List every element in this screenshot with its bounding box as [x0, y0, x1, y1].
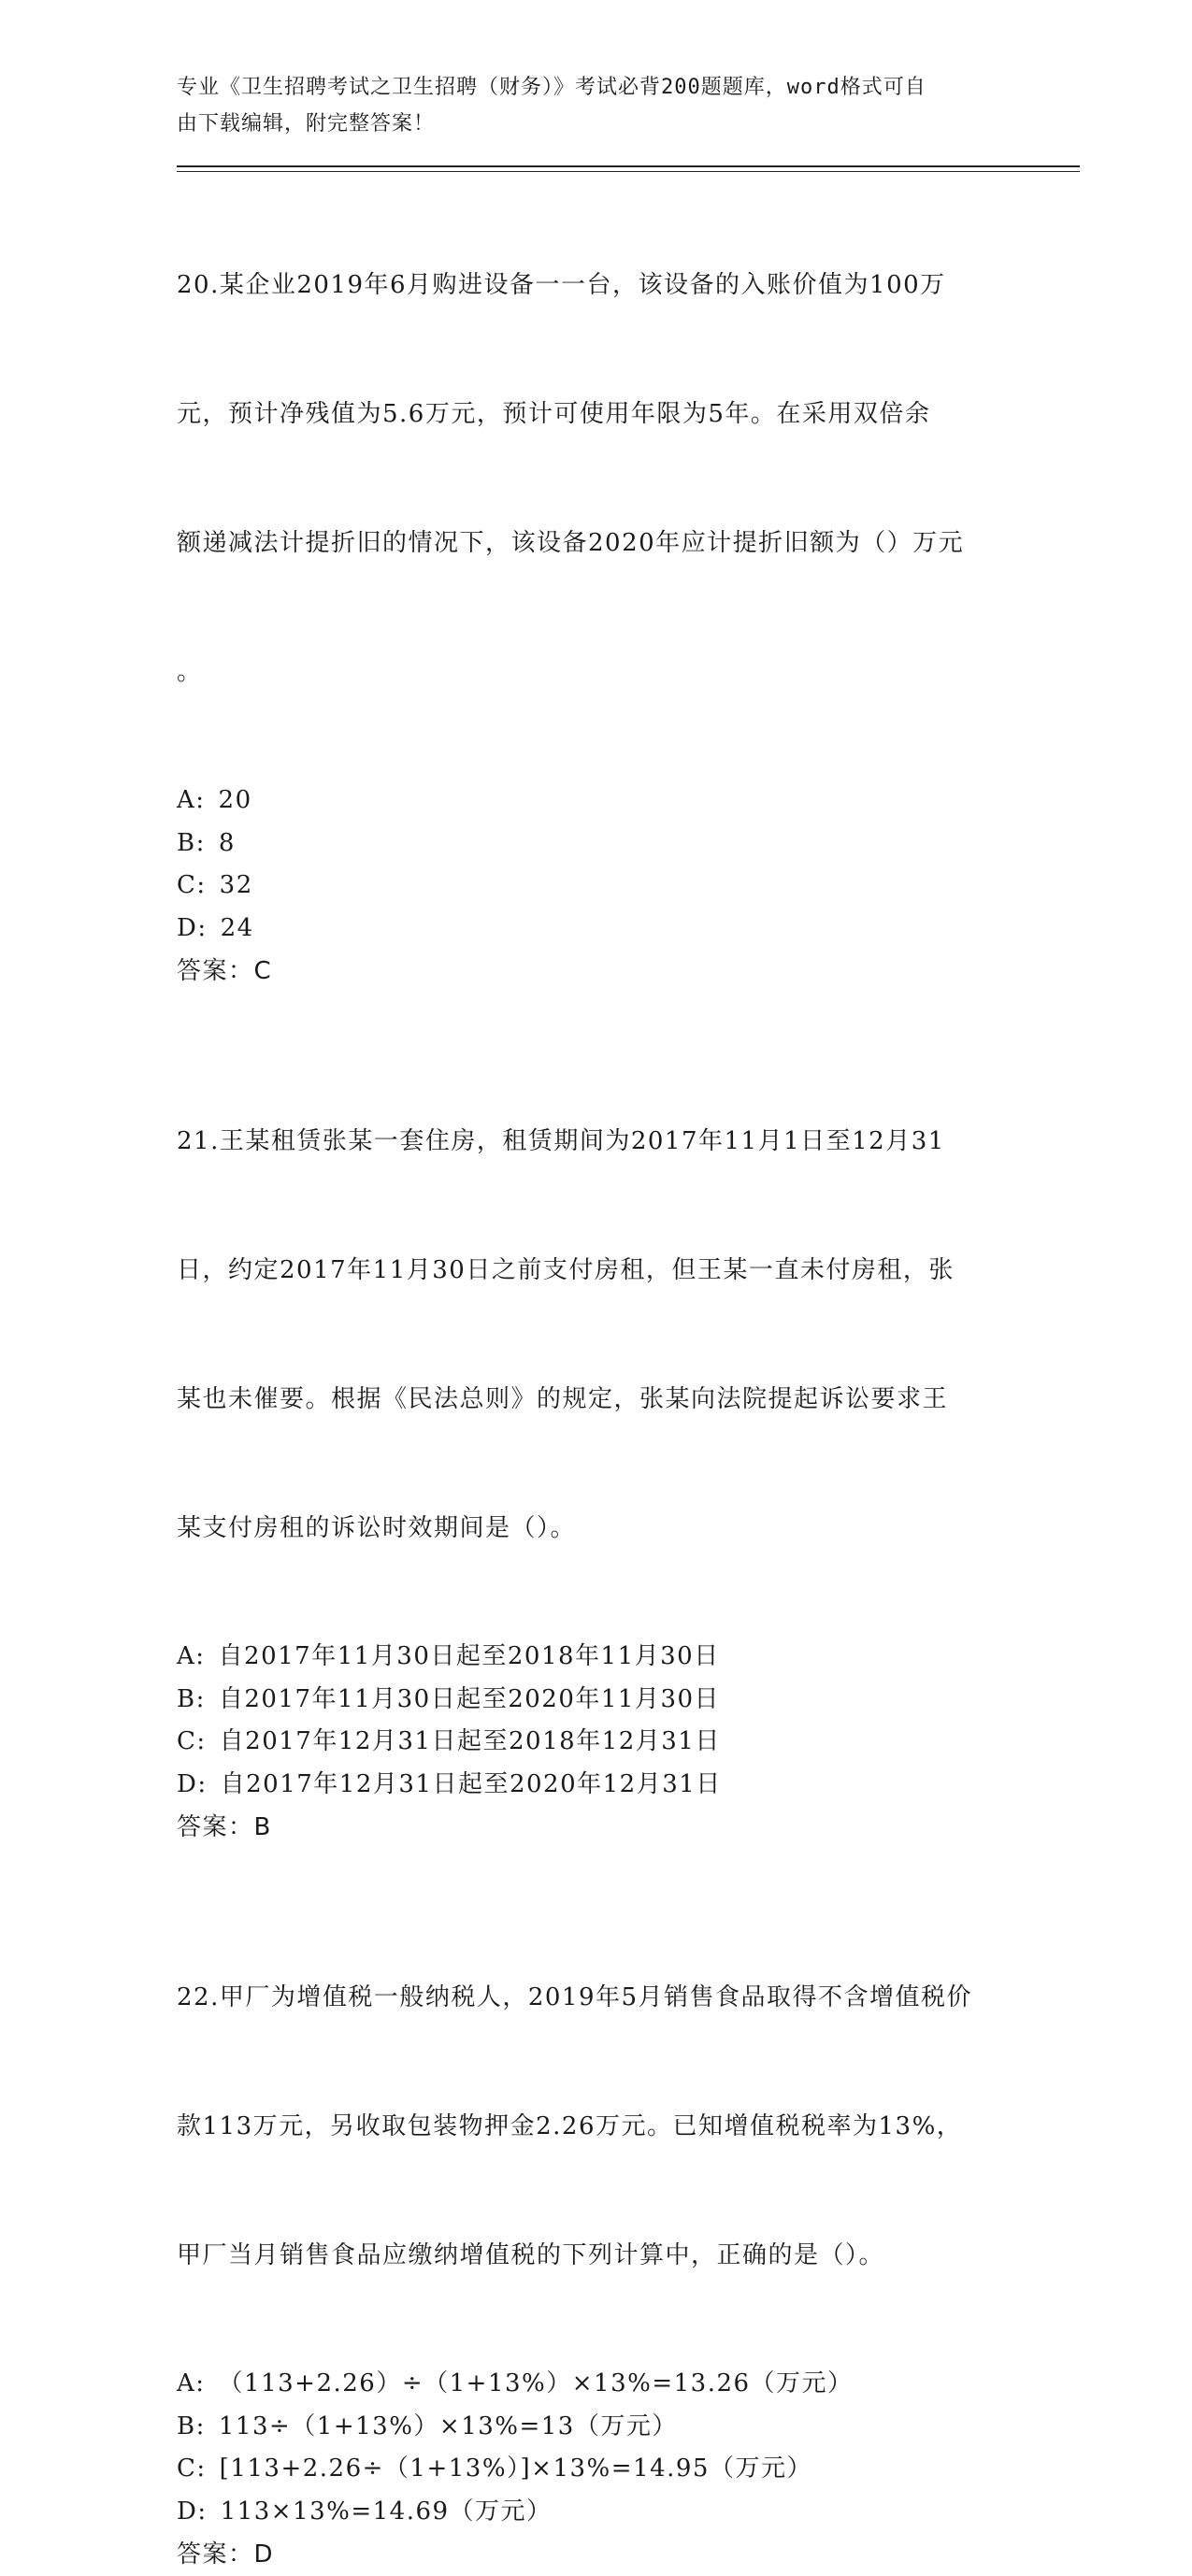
option-a [177, 780, 1018, 823]
option-c [177, 2448, 1018, 2491]
question-stem-line: 甲厂当月销售食品应缴纳增值税的下列计算中，正确的是（）。 [177, 2241, 885, 2269]
question-spacer [177, 1849, 1018, 1890]
option-d [177, 2491, 1018, 2534]
option-separator: : [195, 2411, 206, 2440]
option-letter: C [177, 1727, 197, 1755]
option-separator: : [195, 786, 206, 814]
option-separator: : [195, 1684, 206, 1713]
question-20 [177, 178, 1018, 993]
option-letter: D [177, 2497, 198, 2526]
option-letter: B [177, 2411, 196, 2440]
question-stem-line: 21.王某租赁张某一套住房，租赁期间为2017年11月1日至12月31 [177, 1127, 945, 1155]
option-b [177, 823, 1018, 866]
option-text: 113÷（1+13%）×13%=13（万元） [218, 2411, 678, 2440]
option-separator: : [196, 2454, 207, 2483]
option-letter: C [177, 2454, 197, 2483]
option-text: 自2017年11月30日起至2020年11月30日 [218, 1684, 721, 1713]
question-spacer [177, 993, 1018, 1034]
option-letter: B [177, 1684, 196, 1713]
option-separator: : [197, 913, 208, 942]
option-a [177, 1636, 1018, 1679]
option-letter: C [177, 871, 197, 899]
option-c [177, 865, 1018, 908]
option-c [177, 1721, 1018, 1764]
option-letter: A [177, 2369, 196, 2397]
question-stem-line: 元，预计净残值为5.6万元，预计可使用年限为5年。在采用双倍余 [177, 400, 931, 428]
option-text: 自2017年12月31日起至2018年12月31日 [219, 1727, 721, 1755]
option-b [177, 1679, 1018, 1722]
question-list [177, 178, 1018, 2576]
option-separator: : [195, 828, 206, 857]
question-21 [177, 1034, 1018, 1849]
question-stem-line: 额递减法计提折旧的情况下，该设备2020年应计提折旧额为（）万元 [177, 529, 965, 557]
question-stem-line: 某支付房租的诉讼时效期间是（）。 [177, 1514, 577, 1542]
question-stem-line: 某也未催要。根据《民法总则》的规定，张某向法院提起诉讼要求王 [177, 1385, 949, 1413]
option-b [177, 2406, 1018, 2449]
answer-line: 答案：D [177, 2540, 275, 2569]
option-letter: D [177, 913, 198, 942]
question-stem-line: 20.某企业2019年6月购进设备一一台，该设备的入账价值为100万 [177, 271, 946, 299]
option-text: 8 [218, 828, 236, 857]
option-separator: : [195, 1642, 206, 1670]
answer-line: 答案：B [177, 1813, 272, 1841]
question-stem-line: 。 [177, 658, 203, 686]
question-stem [177, 1034, 1018, 1636]
option-separator: : [196, 871, 207, 899]
question-stem-line: 款113万元，另收取包装物押金2.26万元。已知增值税税率为13%， [177, 2112, 963, 2140]
header-line-2: 由下载编辑，附完整答案！ [177, 112, 436, 136]
option-separator: : [197, 2497, 208, 2526]
header-divider-thick [177, 165, 1080, 167]
option-d [177, 1764, 1018, 1807]
option-letter: B [177, 828, 196, 857]
option-separator: : [197, 1769, 208, 1798]
header-line-1: 专业《卫生招聘考试之卫生招聘（财务）》考试必背200题题库，word格式可自 [177, 76, 926, 99]
option-separator: : [196, 1727, 207, 1755]
option-text: 24 [220, 913, 254, 942]
question-stem [177, 178, 1018, 780]
option-letter: D [177, 1769, 198, 1798]
option-text: （113+2.26）÷（1+13%）×13%=13.26（万元） [218, 2369, 854, 2397]
option-text: 20 [218, 786, 252, 814]
option-separator: : [195, 2369, 206, 2397]
option-text: 113×13%=14.69（万元） [220, 2497, 553, 2526]
option-text: 32 [219, 871, 253, 899]
option-a [177, 2363, 1018, 2406]
option-text: [113+2.26÷（1+13%）]×13%=14.95（万元） [219, 2454, 812, 2483]
answer-line: 答案：C [177, 957, 273, 985]
document-header [177, 69, 999, 142]
header-divider-thin [177, 171, 1080, 172]
question-22 [177, 1890, 1018, 2576]
option-text: 自2017年11月30日起至2018年11月30日 [218, 1642, 720, 1670]
option-text: 自2017年12月31日起至2020年12月31日 [220, 1769, 722, 1798]
option-letter: A [177, 1642, 196, 1670]
question-stem-line: 日，约定2017年11月30日之前支付房租，但王某一直未付房租，张 [177, 1256, 955, 1284]
question-stem-line: 22.甲厂为增值税一般纳税人，2019年5月销售食品取得不含增值税价 [177, 1983, 973, 2011]
option-letter: A [177, 786, 196, 814]
question-stem [177, 1890, 1018, 2363]
option-d [177, 908, 1018, 951]
